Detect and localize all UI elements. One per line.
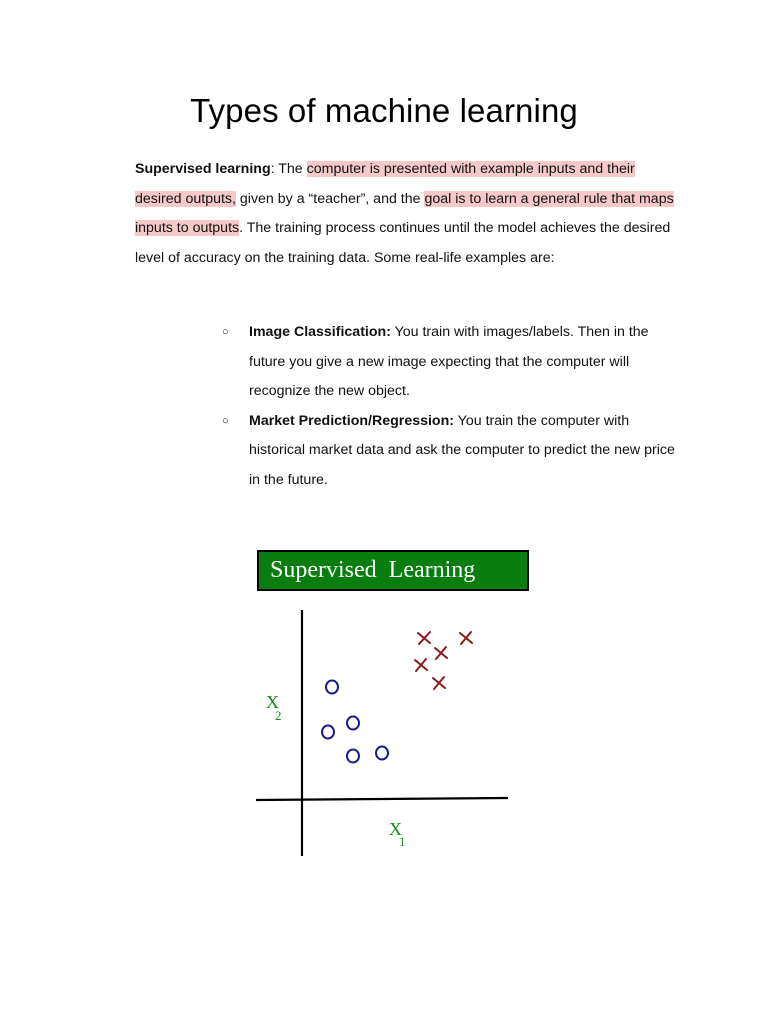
y-axis-subscript: 2 [275,708,282,723]
x-axis-subscript: 1 [399,834,406,849]
page-title: Types of machine learning [190,92,578,129]
highlight-learn-rule: goal is to learn a general rule that maps inputs to outputs [135,190,674,236]
list-item [222,407,682,496]
class-circle-group [322,681,388,763]
highlight-example-inputs: computer is presented with example inputs and their desired outputs, [135,161,635,207]
circle-point [326,681,338,694]
examples-list [222,318,682,495]
cross-point [415,659,427,671]
bullet-text: You train with images/labels. Then in the future you give a new image expecting that the computer will recognize the new object. [249,324,649,399]
circle-point [376,747,388,760]
scatter-illustration [250,548,530,860]
bullet-term: Image Classification: [249,324,391,340]
intro-rest-text: . The training process continues until the model achieves the desired level of accuracy on the training data. Some real-life examples are: [135,220,671,266]
bullet-text: You train the computer with historical market data and ask the computer to predict the new price in the future. [249,412,675,488]
supervised-learning-figure [250,548,530,860]
bullet-circle-icon: ○ [222,414,229,427]
intro-paragraph [135,155,680,273]
bullet-term: Market Prediction/Regression: [249,412,454,429]
cross-point [435,647,447,659]
y-axis-label: X [266,692,279,712]
class-cross-group [415,632,472,689]
x-axis-label: X [389,819,402,839]
list-item [222,318,682,407]
term-supervised-learning: Supervised learning [135,161,271,177]
circle-point [322,726,334,739]
bullet-circle-icon: ○ [222,326,229,338]
circle-point [347,717,359,730]
cross-point [460,632,472,644]
figure-banner: Supervised Learning [257,550,529,591]
cross-point [418,632,430,644]
intro-middle-text: given by a “teacher”, and the [235,190,425,207]
circle-point [347,750,359,763]
horizontal-axis [256,798,508,800]
cross-point [433,677,445,689]
intro-separator: : The [270,161,307,177]
